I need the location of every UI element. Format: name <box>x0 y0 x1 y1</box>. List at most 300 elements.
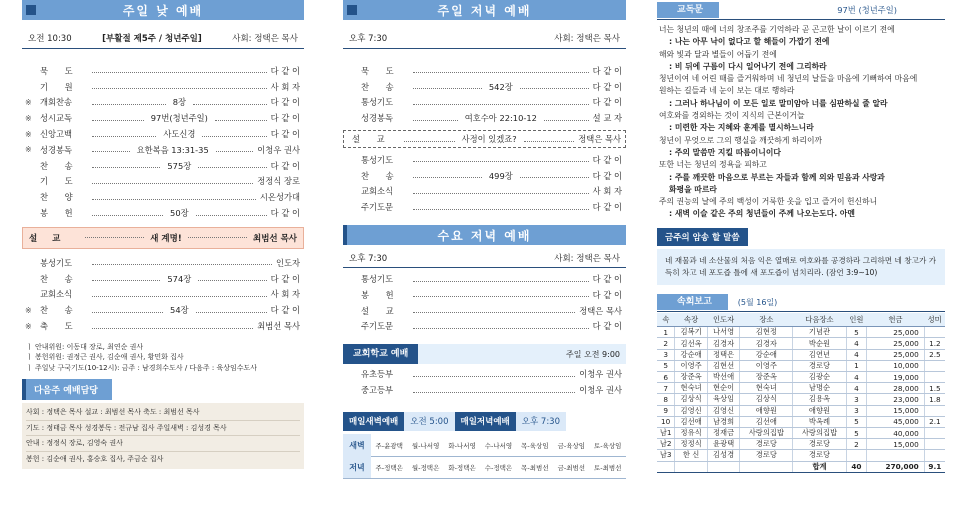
total-cell <box>657 461 675 472</box>
table-cell <box>924 405 945 416</box>
table-cell: 10 <box>657 416 675 427</box>
order-item <box>22 205 304 221</box>
table-cell: 정정식 <box>675 439 707 450</box>
reading-header <box>657 0 945 20</box>
table-cell: 장준옥 <box>675 372 707 383</box>
sunday-evening-title: 주일 저녁 예배 <box>437 3 532 18</box>
sermon-preacher: 최범선 목사 <box>252 233 297 244</box>
item-person: 이청우 권사 <box>257 144 301 155</box>
column-header: 인도자 <box>707 313 739 327</box>
item-person: 인도자 <box>275 257 300 268</box>
table-cell: 6 <box>657 372 675 383</box>
order-item <box>22 79 304 95</box>
table-cell: 8 <box>657 394 675 405</box>
reading-subtitle: 97번 (청년주일) <box>837 4 897 15</box>
order-item <box>22 95 304 111</box>
table-cell: 김선옥 <box>675 338 707 349</box>
table-row <box>657 439 945 450</box>
table-cell <box>924 372 945 383</box>
table-cell: 박순원 <box>793 338 846 349</box>
table-row <box>657 360 945 371</box>
school-leader: 이청우 권사 <box>579 385 622 396</box>
total-cell <box>675 461 707 472</box>
grid-cell: 화-나서영 <box>448 441 476 450</box>
reading-response: : 주의 말씀만 지킬 따름이니이다 <box>669 147 781 157</box>
table-row <box>657 338 945 349</box>
total-cell <box>707 461 739 472</box>
item-detail: 542장 <box>488 81 513 92</box>
table-cell: 정유식 <box>675 427 707 438</box>
report-header <box>657 294 945 312</box>
grid-cell: 목-육상임 <box>521 441 549 450</box>
total-cell: 40 <box>846 461 867 472</box>
order-item <box>343 287 626 303</box>
table-cell: 장준옥 <box>740 372 793 383</box>
item-person: 정택은 목사 <box>579 305 622 316</box>
church-school-title: 교회학교 예배 <box>343 344 418 364</box>
table-cell: 김현정 <box>740 327 793 338</box>
table-cell: 김현선 <box>707 360 739 371</box>
table-cell: 1 <box>846 360 867 371</box>
eve-label: 매일저녁예배 <box>455 412 516 431</box>
item-label: 찬 송 <box>40 305 80 316</box>
table-cell: 한 신 <box>675 450 707 461</box>
sunday-morning-info <box>22 27 304 49</box>
report-title: 속회보고 <box>657 294 728 310</box>
standing-mark: ※ <box>25 305 32 315</box>
table-cell: 19,000 <box>867 372 925 383</box>
grid-cell: 주-정택은 <box>375 463 403 472</box>
responsive-reading <box>657 24 945 221</box>
order-item <box>343 303 626 319</box>
item-label: 찬 송 <box>361 170 401 181</box>
next-week-duty-title: 다음주 예배담당 <box>22 379 112 400</box>
table-cell: 사랑의집밥 <box>793 427 846 438</box>
column-header: 속장 <box>675 313 707 327</box>
column-header: 다음장소 <box>793 313 846 327</box>
school-dept: 유초등부 <box>361 369 394 380</box>
duty-line: 기도 : 정태금 목사 성경봉독 : 전규남 집사 주일새벽 : 김성경 목사 <box>26 421 300 437</box>
item-person: 사 회 자 <box>270 81 300 92</box>
reading-response: : 미련한 자는 지혜와 훈계를 멸시하느니라 <box>669 123 814 133</box>
reading-response: : 그러나 하나님이 이 모든 일로 말미암아 너를 심판하실 줄 알라 <box>669 98 888 108</box>
table-cell: 3 <box>846 405 867 416</box>
item-label: 기 도 <box>40 176 80 187</box>
item-label: 묵 도 <box>40 65 80 76</box>
item-person: 다 같 이 <box>592 81 622 92</box>
note-line: ㅣ 주일낮 구국기도(10-12시): 금주 : 남경희수도사 / 다음주 : 육상임수도사 <box>26 363 258 372</box>
service-leader: 사회: 정택은 목사 <box>554 33 620 44</box>
order-item <box>22 318 304 334</box>
table-cell: 1.5 <box>924 383 945 394</box>
item-person: 사 회 자 <box>592 186 622 197</box>
item-label: 축 도 <box>40 321 80 332</box>
table-cell: 경로당 <box>793 360 846 371</box>
table-cell: 15,000 <box>867 405 925 416</box>
item-person: 정정식 장로 <box>257 176 300 187</box>
table-cell: 25,000 <box>867 327 925 338</box>
standing-mark: ※ <box>25 97 32 107</box>
table-cell: 4 <box>846 349 867 360</box>
item-label: 봉 헌 <box>40 208 80 219</box>
table-cell: 박옥례 <box>793 416 846 427</box>
grid-cell: 목-최범선 <box>521 463 549 472</box>
table-cell: 김상식 <box>740 394 793 405</box>
table-cell: 경로당 <box>793 439 846 450</box>
order-item <box>22 302 304 318</box>
wednesday-header <box>343 225 626 245</box>
total-cell: 270,000 <box>867 461 925 472</box>
order-item <box>343 110 626 126</box>
table-cell: 남명순 <box>793 383 846 394</box>
table-cell: 2 <box>846 439 867 450</box>
table-cell: 남2 <box>657 439 675 450</box>
item-person: 다 같 이 <box>592 321 622 332</box>
item-label: 찬 송 <box>40 273 80 284</box>
total-cell: 합계 <box>793 461 846 472</box>
order-item <box>22 158 304 174</box>
table-cell: 5 <box>846 327 867 338</box>
item-label: 통성기도 <box>361 97 394 108</box>
next-week-duty-list <box>22 403 304 469</box>
item-label: 교회소식 <box>40 289 73 300</box>
table-cell: 3 <box>846 394 867 405</box>
duty-line: 사회 : 정택은 목사 설교 : 최범선 목사 축도 : 최범선 목사 <box>26 405 300 421</box>
grid-cell: 금-육상임 <box>557 441 586 450</box>
total-cell: 9.1 <box>924 461 945 472</box>
table-cell: 2.5 <box>924 349 945 360</box>
dawn-label: 매일새벽예배 <box>343 412 404 431</box>
sermon-label: 설 교 <box>352 134 392 145</box>
table-cell: 김용옥 <box>793 394 846 405</box>
dawn-time: 오전 5:00 <box>404 412 454 431</box>
row-head: 저녁 <box>343 456 371 478</box>
reading-leader: 원하는 길들과 네 눈이 보는 대로 행하라 <box>659 86 795 96</box>
reading-response: 화평을 따르라 <box>669 184 717 194</box>
table-cell: 윤광택 <box>707 439 739 450</box>
item-person: 다 같 이 <box>270 160 300 171</box>
item-detail: 574장 <box>167 273 192 284</box>
order-item <box>22 287 304 303</box>
table-cell: 경로당 <box>740 450 793 461</box>
table-row <box>657 394 945 405</box>
column-header: 속 <box>657 313 675 327</box>
reading-response: : 주를 깨끗한 마음으로 부르는 자들과 함께 의와 믿음과 사랑과 <box>669 172 885 182</box>
table-cell: 25,000 <box>867 349 925 360</box>
item-person: 다 같 이 <box>270 65 300 76</box>
column-header: 장소 <box>740 313 793 327</box>
reading-title: 교독문 <box>657 2 719 18</box>
sunday-morning-title: 주일 낮 예배 <box>122 3 204 18</box>
order-item <box>22 126 304 142</box>
column-header: 헌금 <box>867 313 925 327</box>
order-item <box>343 79 626 95</box>
table-cell: 5 <box>657 360 675 371</box>
order-item <box>343 319 626 335</box>
standing-mark: ※ <box>25 129 32 139</box>
grid-cell: 월-나서영 <box>411 441 440 450</box>
church-school-bar <box>343 344 626 364</box>
item-person: 다 같 이 <box>592 154 622 165</box>
item-label: 기 원 <box>40 81 80 92</box>
sermon-preacher: 정택은 목사 <box>578 134 622 145</box>
item-detail: 499장 <box>488 170 513 181</box>
report-date: (5월 16일) <box>737 297 778 307</box>
reading-response: : 나는 아무 낙이 없다고 할 해들이 가깝기 전에 <box>669 37 830 47</box>
school-leader: 이청우 권사 <box>579 369 622 380</box>
service-time: 오후 7:30 <box>349 33 388 44</box>
table-cell: 40,000 <box>867 427 925 438</box>
table-cell: 23,000 <box>867 394 925 405</box>
sermon-box <box>22 227 304 249</box>
grid-cell: 금-최범선 <box>557 463 586 472</box>
row-head: 새벽 <box>343 434 371 456</box>
order-item <box>22 255 304 271</box>
table-cell: 4 <box>846 338 867 349</box>
table-cell: 25,000 <box>867 338 925 349</box>
item-detail: 요한복음 13:31-35 <box>136 144 209 155</box>
item-label: 교회소식 <box>361 186 394 197</box>
table-cell: 김경자 <box>707 338 739 349</box>
item-detail: 97번(청년주일) <box>150 113 208 124</box>
sermon-title: 사정이 있겠죠? <box>461 134 517 145</box>
item-label: 성경봉독 <box>40 144 73 155</box>
item-person: 다 같 이 <box>270 113 300 124</box>
table-cell: 김성경 <box>707 450 739 461</box>
total-row <box>657 461 945 472</box>
table-cell: 남경희 <box>707 416 739 427</box>
header-square-icon <box>26 5 36 15</box>
sunday-morning-header <box>22 0 304 20</box>
table-cell: 강순애 <box>740 349 793 360</box>
item-person: 다 같 이 <box>270 305 300 316</box>
table-cell: 김상식 <box>675 394 707 405</box>
item-label: 봉 헌 <box>361 289 401 300</box>
order-item <box>22 174 304 190</box>
total-cell <box>740 461 793 472</box>
table-cell: 김영신 <box>707 405 739 416</box>
grid-cell: 화-정택은 <box>448 463 476 472</box>
reading-leader: 해와 빛과 달과 별들이 어둡기 전에 <box>659 49 777 59</box>
table-row <box>657 383 945 394</box>
item-person: 다 같 이 <box>270 129 301 140</box>
reading-response: : 새벽 이슬 같은 주의 청년들이 주께 나오는도다. 아멘 <box>669 209 855 219</box>
table-row <box>657 349 945 360</box>
order-of-worship <box>22 63 304 221</box>
order-item <box>343 152 626 168</box>
table-cell: 이영주 <box>675 360 707 371</box>
order-item <box>22 189 304 205</box>
memory-verse-title: 금주의 암송 할 말씀 <box>657 228 748 246</box>
church-school-time: 주일 오전 9:00 <box>566 349 620 359</box>
item-label: 주기도문 <box>361 202 394 213</box>
grid-cell: 토-육상임 <box>594 441 622 450</box>
item-label: 성시교독 <box>40 113 73 124</box>
column-header: 인원 <box>846 313 867 327</box>
table-cell: 현숙녀 <box>740 383 793 394</box>
reading-leader: 주의 권능의 날에 주의 백성이 거룩한 옷을 입고 즐거이 헌신하니 <box>659 197 878 207</box>
grid-cell: 월-정택은 <box>411 463 440 472</box>
table-cell <box>924 439 945 450</box>
item-label: 설 교 <box>361 305 401 316</box>
evening-order <box>343 63 626 126</box>
class-report-table <box>657 313 945 473</box>
table-cell <box>867 450 925 461</box>
table-cell: 2.1 <box>924 416 945 427</box>
reading-leader: 청년이 무엇으로 그의 행실을 깨끗하게 하리이까 <box>659 135 823 145</box>
item-person: 다 같 이 <box>592 289 622 300</box>
daily-worship-grid <box>343 435 626 479</box>
reading-leader: 청년이여 네 어린 때를 즐거워하며 네 청년의 날들을 마음에 기뻐하여 마음에 <box>659 74 918 84</box>
item-label: 통성기도 <box>361 154 394 165</box>
memory-verse: 네 재물과 네 소산물의 처음 익은 열매로 여호와를 공경하라 그리하면 네 창고가 가득히 차고 네 포도즙 틀에 새 포도즙이 넘치리라. (잠언 3:9~10) <box>657 249 945 285</box>
school-dept: 중고등부 <box>361 385 394 396</box>
evening-column <box>343 0 626 528</box>
table-cell: 애향원 <box>793 405 846 416</box>
order-item <box>22 142 304 158</box>
table-cell: 10,000 <box>867 360 925 371</box>
item-label: 성경봉독 <box>361 113 394 124</box>
item-person: 사 회 자 <box>270 289 300 300</box>
church-school-list <box>343 364 626 398</box>
order-item <box>22 110 304 126</box>
table-cell: 경로당 <box>740 439 793 450</box>
item-person: 다 같 이 <box>592 97 622 108</box>
item-detail: 50장 <box>170 208 189 219</box>
sunday-evening-info <box>343 27 626 49</box>
column-header: 성미 <box>924 313 945 327</box>
order-of-worship-2 <box>22 255 304 334</box>
order-item <box>343 199 626 215</box>
table-row <box>657 372 945 383</box>
wednesday-order <box>343 271 626 334</box>
service-leader: 사회: 정택은 목사 <box>232 33 298 44</box>
wednesday-title: 수요 저녁 예배 <box>437 228 532 243</box>
table-cell: 정재금 <box>707 427 739 438</box>
sermon-label: 설 교 <box>29 233 67 244</box>
evening-sermon-box <box>343 130 626 148</box>
item-label: 묵 도 <box>361 65 401 76</box>
item-detail: 575장 <box>167 160 192 171</box>
item-person: 다 같 이 <box>270 273 300 284</box>
table-cell: 기념관 <box>793 327 846 338</box>
table-cell <box>924 327 945 338</box>
table-cell: 정택은 <box>707 349 739 360</box>
item-label: 개회찬송 <box>40 97 73 108</box>
table-cell: 45,000 <box>867 416 925 427</box>
service-time: 오후 7:30 <box>349 253 388 264</box>
item-person: 다 같 이 <box>592 170 622 181</box>
standing-mark: ※ <box>25 145 32 155</box>
item-label: 찬 송 <box>40 160 80 171</box>
table-cell: 박선애 <box>707 372 739 383</box>
grid-cell: 토-최범선 <box>594 463 622 472</box>
sunday-morning-column <box>22 0 304 528</box>
item-person: 시온성가대 <box>259 192 300 203</box>
item-label: 찬 양 <box>40 192 80 203</box>
table-row <box>657 450 945 461</box>
service-theme: [부활절 제5주 / 청년주일] <box>102 33 202 44</box>
table-cell: 애향원 <box>740 405 793 416</box>
table-cell: 김선애 <box>740 416 793 427</box>
table-cell: 사랑의집밥 <box>740 427 793 438</box>
table-cell: 남1 <box>657 427 675 438</box>
service-leader: 사회: 정택은 목사 <box>554 253 620 264</box>
table-cell: 김복기 <box>675 327 707 338</box>
table-cell: 1.2 <box>924 338 945 349</box>
duty-line: 안내 : 정정식 장로, 김영숙 권사 <box>26 436 300 452</box>
table-cell: 7 <box>657 383 675 394</box>
table-cell: 4 <box>846 383 867 394</box>
item-label: 찬 송 <box>361 81 401 92</box>
reading-leader: 여호와를 경외하는 것이 지식의 근본이거늘 <box>659 111 805 121</box>
table-cell: 강순애 <box>675 349 707 360</box>
duty-notes <box>22 342 304 374</box>
table-cell: 나서영 <box>707 327 739 338</box>
table-cell: 김연년 <box>793 349 846 360</box>
header-square-icon <box>347 5 357 15</box>
item-person: 최범선 목사 <box>257 321 300 332</box>
evening-order-2 <box>343 152 626 215</box>
table-row <box>657 405 945 416</box>
reading-column <box>657 0 945 528</box>
duty-line: 봉헌 : 김순애 권사, 홍승호 집사, 주금순 집사 <box>26 454 164 463</box>
reading-leader: 너는 청년의 때에 너의 창조주를 기억하라 곧 곤고한 날이 이르기 전에 <box>659 25 895 34</box>
order-item <box>343 168 626 184</box>
table-row <box>657 427 945 438</box>
table-cell: 김영신 <box>675 405 707 416</box>
standing-mark: ※ <box>25 321 32 331</box>
reading-response: : 비 뒤에 구름이 다시 일어나기 전에 그리하라 <box>669 61 827 71</box>
table-cell: 1.8 <box>924 394 945 405</box>
eve-time: 오후 7:30 <box>516 412 566 431</box>
order-item <box>22 271 304 287</box>
table-cell <box>924 360 945 371</box>
sunday-evening-header <box>343 0 626 20</box>
grid-cell: 주-윤광택 <box>375 441 403 450</box>
table-cell: 현순이 <box>707 383 739 394</box>
item-label: 봉성기도 <box>40 257 73 268</box>
table-cell: 김광순 <box>793 372 846 383</box>
service-time: 오전 10:30 <box>28 33 72 44</box>
item-label: 통성기도 <box>361 274 394 285</box>
table-cell: 남3 <box>657 450 675 461</box>
table-cell: 현숙녀 <box>675 383 707 394</box>
order-item <box>343 271 626 287</box>
sermon-title: 새 계명! <box>150 233 182 244</box>
table-cell: 3 <box>657 349 675 360</box>
table-cell: 28,000 <box>867 383 925 394</box>
item-person: 다 같 이 <box>270 208 300 219</box>
table-cell: 1 <box>657 327 675 338</box>
table-cell: 김선애 <box>675 416 707 427</box>
table-cell <box>924 450 945 461</box>
item-detail: 54장 <box>170 305 189 316</box>
table-cell: 2 <box>657 338 675 349</box>
table-cell: 김경자 <box>740 338 793 349</box>
table-cell: 9 <box>657 405 675 416</box>
item-label: 신앙고백 <box>40 129 73 140</box>
item-label: 주기도문 <box>361 321 394 332</box>
table-cell: 5 <box>846 416 867 427</box>
item-detail: 8장 <box>172 97 186 108</box>
item-detail: 여호수아 22:10-12 <box>464 113 537 124</box>
order-item <box>22 63 304 79</box>
daily-worship-bar <box>343 412 626 431</box>
item-person: 설 교 자 <box>592 113 622 124</box>
note-line: ㅣ 봉헌위원: 권정근 권사, 김순애 권사, 황민화 집사 <box>26 353 184 362</box>
table-cell: 5 <box>846 427 867 438</box>
